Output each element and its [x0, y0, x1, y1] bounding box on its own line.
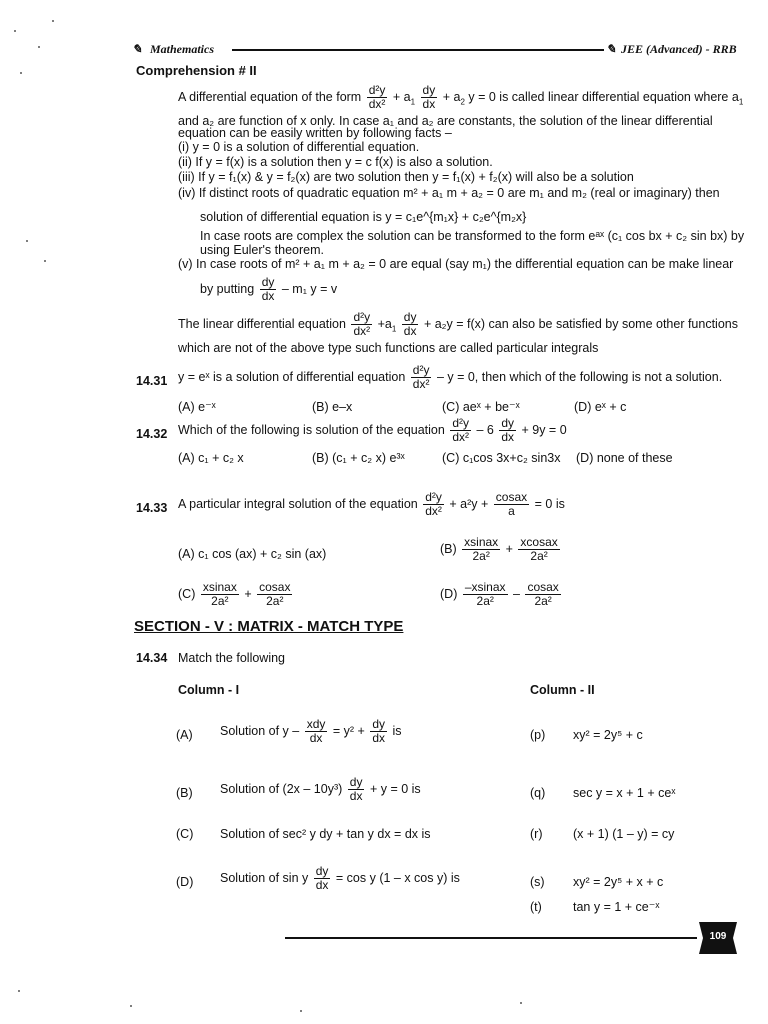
num: cosax — [495, 490, 528, 504]
den: dx — [422, 97, 436, 111]
match-row-text — [220, 865, 460, 892]
question-number: 14.34 — [136, 651, 168, 665]
fraction-d2y-dx2 — [450, 417, 471, 444]
scan-speck — [300, 1010, 302, 1012]
option-c-label: (C) — [178, 586, 196, 601]
fact-5: (v) In case roots of m² + a₁ m + a₂ = 0 are equal (say m₁) the differential equation can be make linear — [178, 257, 734, 271]
row-d-pre: Solution of sin y — [220, 870, 309, 885]
question-number: 14.32 — [136, 427, 168, 441]
match-row-text — [220, 776, 421, 803]
section-heading: SECTION - V : MATRIX - MATCH TYPE — [134, 618, 404, 635]
q31-text-a: y = eˣ is a solution of differential equation — [178, 369, 406, 384]
scan-speck — [26, 240, 28, 242]
num: dy — [422, 83, 436, 97]
fraction-d2y-dx2 — [351, 311, 372, 338]
den: dx² — [368, 97, 386, 111]
question-text — [178, 491, 565, 518]
fact-1: (i) y = 0 is a solution of differential equation. — [178, 140, 420, 154]
question-number: 14.31 — [136, 374, 168, 388]
num: –xsinax — [464, 580, 506, 594]
row-a-post: is — [392, 723, 402, 738]
option-a[interactable]: (A) c₁ cos (ax) + c₂ sin (ax) — [178, 547, 327, 561]
fraction-xsinax-2a2 — [462, 536, 500, 563]
fraction-dy-dx — [370, 718, 387, 745]
den: 2a² — [211, 594, 229, 608]
scan-speck — [520, 1002, 522, 1004]
fraction-cosax-2a2 — [257, 581, 292, 608]
q32-text-a: Which of the following is solution of the equation — [178, 422, 445, 437]
row-a-pre: Solution of y – — [220, 723, 300, 738]
den: 2a² — [476, 594, 494, 608]
fraction-d2y-dx2 — [411, 364, 432, 391]
closing-b: + a₂y = f(x) can also be satisfied by some other functions — [423, 316, 738, 331]
fraction-xcosax-2a2 — [518, 536, 559, 563]
fraction-xdy-dx — [305, 718, 328, 745]
fraction-cosax-2a2 — [525, 581, 560, 608]
num: cosax — [527, 580, 559, 594]
fact5-post: – m₁ y = v — [281, 281, 338, 296]
fraction-dy-dx — [314, 865, 331, 892]
fact-4-solution: solution of differential equation is y = c₁e^{m₁x} + c₂e^{m₂x} — [200, 210, 527, 224]
q32-text-b: + 9y = 0 — [521, 422, 567, 437]
fraction-neg-xsinax-2a2 — [463, 581, 508, 608]
header-left-mark: ✎ — [132, 42, 143, 56]
comprehension-title: Comprehension # II — [136, 63, 257, 78]
den: dx² — [412, 377, 430, 391]
page-number-badge — [695, 920, 741, 956]
num: xsinax — [464, 535, 499, 549]
question-text: Match the following — [178, 651, 286, 665]
fraction-dy-dx — [348, 776, 365, 803]
den: dx² — [452, 430, 469, 444]
answer-text: tan y = 1 + ce⁻ˣ — [573, 900, 660, 914]
num: d²y — [353, 310, 371, 324]
num: d²y — [368, 83, 386, 97]
num: dy — [403, 310, 417, 324]
num: xsinax — [202, 580, 237, 594]
fact5-pre: by putting — [200, 281, 255, 296]
q33-text-c: = 0 is — [534, 496, 565, 511]
match-row-label: (C) — [176, 827, 194, 841]
den: dx — [372, 731, 386, 745]
option-a[interactable]: (A) c₁ + c₂ x — [178, 451, 244, 465]
header-exam: JEE (Advanced) - RRB — [621, 42, 737, 56]
num: dy — [349, 775, 363, 789]
q31-text-b: – y = 0, then which of the following is not a solution. — [436, 369, 723, 384]
intro-text-c: + a — [442, 89, 461, 104]
comprehension-line2: and a₂ are function of x only. In case a₁ and a₂ are constants, the solution of the linear differential — [178, 114, 713, 128]
closing-line-2: which are not of the above type such functions are called particular integrals — [178, 341, 599, 355]
fact-4: (iv) If distinct roots of quadratic equation m² + a₁ m + a₂ = 0 are m₁ and m₂ (real or imaginary) then — [178, 186, 720, 200]
num: dy — [315, 864, 329, 878]
match-row-text: Solution of sec² y dy + tan y dx = dx is — [220, 827, 431, 841]
question-text — [178, 364, 722, 391]
scan-speck — [20, 72, 22, 74]
column-2-heading: Column - II — [530, 683, 595, 697]
den: dx — [403, 324, 417, 338]
header-rule — [232, 49, 604, 51]
num: dy — [501, 416, 514, 430]
match-row-text — [220, 718, 402, 745]
den: dx — [309, 731, 323, 745]
question-number: 14.33 — [136, 501, 168, 515]
row-b-post: + y = 0 is — [369, 781, 421, 796]
option-d[interactable]: (D) none of these — [576, 451, 673, 465]
intro-text-b: + a — [392, 89, 411, 104]
answer-text: xy² = 2y⁵ + c — [573, 728, 643, 742]
intro-text-a: A differential equation of the form — [178, 89, 362, 104]
intro-line: A differential equation of the form $\frac{\text{d²y}}{\text{dx²}}$ + $a_1$ $\frac{dy}{dx}$ + $a_2$ y = 0 is called linear differential equation where $a_1$ — [178, 83, 744, 111]
den: 2a² — [534, 594, 552, 608]
scan-speck — [44, 260, 46, 262]
answer-label: (s) — [530, 875, 545, 889]
fact-4-complex: In case roots are complex the solution can be transformed to the form eᵃˣ (c₁ cos bx + c₂ sin bx) by — [200, 229, 745, 243]
column-1-heading: Column - I — [178, 683, 240, 697]
num: cosax — [259, 580, 291, 594]
num: d²y — [452, 416, 469, 430]
den: dx — [349, 789, 363, 803]
page-number: 109 — [709, 931, 727, 942]
scan-speck — [38, 46, 40, 48]
answer-text: (x + 1) (1 – y) = cy — [573, 827, 675, 841]
option-c[interactable]: (C) $\frac{\text{xsinax}}{\text{2a²}}$ + $\frac{\text{cosax}}{\text{2a²}}$ — [178, 580, 291, 608]
option-a[interactable]: (A) e⁻ˣ — [178, 400, 216, 414]
num: d²y — [425, 490, 442, 504]
den: dx² — [353, 324, 371, 338]
num: dy — [372, 717, 386, 731]
question-text: Which of the following is solution of the equation $\frac{\text{d²y}}{\text{dx²}}$ – 6 $\frac{dy}{dx}$ + 9y = 0 — [178, 416, 567, 444]
fraction-cosax-a — [494, 491, 529, 518]
footer-rule — [285, 937, 697, 939]
fraction-dy-dx — [402, 311, 419, 338]
option-b[interactable]: (B) $\frac{\text{xsinax}}{\text{2a²}}$ + $\frac{\text{xcosax}}{\text{2a²}}$ — [440, 535, 558, 563]
den: dx — [501, 430, 514, 444]
row-d-post: = cos y (1 – x cos y) is — [335, 870, 460, 885]
answer-label: (p) — [530, 728, 546, 742]
option-d-label: (D) — [440, 586, 458, 601]
answer-text: xy² = 2y⁵ + x + c — [573, 875, 664, 889]
num: d²y — [412, 363, 430, 377]
answer-label: (t) — [530, 900, 542, 914]
closing-a: The linear differential equation — [178, 316, 346, 331]
fact-4-euler: using Euler's theorem. — [200, 243, 324, 257]
den: 2a² — [530, 549, 548, 563]
option-b[interactable]: (B) e–x — [312, 400, 353, 414]
option-b-label: (B) — [440, 541, 457, 556]
den: a — [508, 504, 515, 518]
num: xcosax — [520, 535, 558, 549]
fraction-d2y-dx2 — [423, 491, 444, 518]
answer-text: sec y = x + 1 + ceˣ — [573, 786, 676, 800]
option-d[interactable]: (D) eˣ + c — [574, 400, 627, 414]
match-row-label: (A) — [176, 728, 193, 742]
fact-5-substitution — [200, 276, 337, 303]
num: dy — [261, 275, 275, 289]
fact-3: (iii) If y = f₁(x) & y = f₂(x) are two solution then y = f₁(x) + f₂(x) will also be a solution — [178, 170, 634, 184]
option-c[interactable]: (C) c₁cos 3x+c₂ sin3x — [442, 451, 561, 465]
q33-text-a: A particular integral solution of the equation — [178, 496, 418, 511]
match-row-label: (D) — [176, 875, 194, 889]
header-subject: Mathematics — [150, 42, 215, 56]
fraction-dy-dx — [421, 84, 438, 111]
comprehension-line3: equation can be easily written by following facts – — [178, 126, 452, 140]
den: dx — [315, 878, 329, 892]
num: xdy — [306, 717, 326, 731]
q33-text-b: + a²y + — [449, 496, 489, 511]
fraction-dy-dx — [499, 417, 516, 444]
fact-2: (ii) If y = f(x) is a solution then y = c f(x) is also a solution. — [178, 155, 493, 169]
closing-line: The linear differential equation $\frac{\text{d²y}}{\text{dx²}}$ $+a_1$ $\frac{dy}{dx}$ + a₂y = f(x) can also be satisfied by some other functions — [178, 310, 738, 338]
answer-label: (q) — [530, 786, 546, 800]
answer-label: (r) — [530, 827, 543, 841]
fraction-dy-dx — [260, 276, 277, 303]
den: 2a² — [472, 549, 490, 563]
fraction-d2y-dx2 — [367, 84, 388, 111]
scan-speck — [18, 990, 20, 992]
intro-text-d: y = 0 is called linear differential equation where a — [468, 89, 739, 104]
option-b[interactable]: (B) (c₁ + c₂ x) e³ˣ — [312, 451, 405, 465]
option-c[interactable]: (C) aeˣ + be⁻ˣ — [442, 400, 520, 414]
den: dx² — [425, 504, 442, 518]
option-d[interactable]: (D) $\frac{\text{–xsinax}}{\text{2a²}}$ – $\frac{\text{cosax}}{\text{2a²}}$ — [440, 580, 559, 608]
den: 2a² — [266, 594, 284, 608]
match-row-label: (B) — [176, 786, 193, 800]
den: dx — [261, 289, 275, 303]
fraction-xsinax-2a2 — [201, 581, 239, 608]
row-a-mid: = y² + — [332, 723, 365, 738]
row-b-pre: Solution of (2x – 10y³) — [220, 781, 343, 796]
scan-speck — [130, 1005, 132, 1007]
scan-speck — [14, 30, 16, 32]
scan-speck — [52, 20, 54, 22]
header-right-mark: ✎ — [606, 42, 617, 56]
